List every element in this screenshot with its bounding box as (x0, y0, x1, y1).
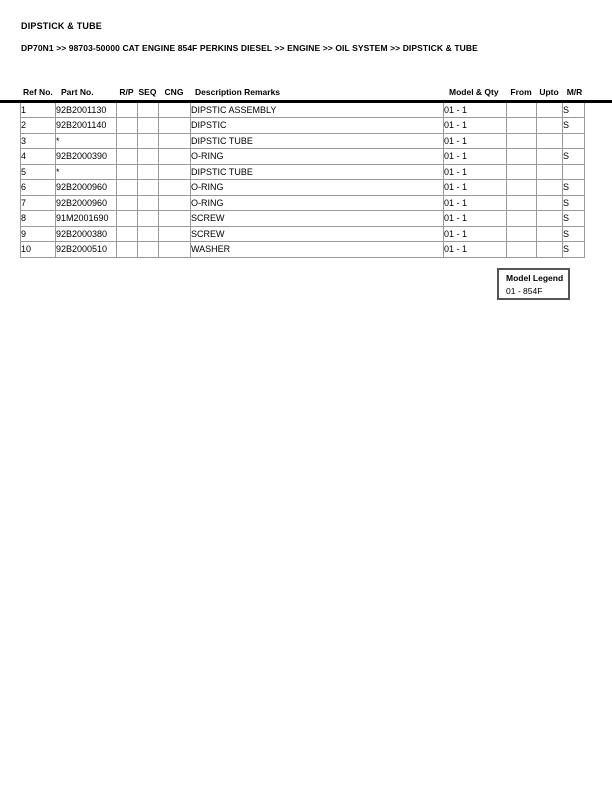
from-cell (507, 211, 537, 227)
rp-cell (117, 103, 138, 118)
breadcrumb: DP70N1 >> 98703-50000 CAT ENGINE 854F PERKINS DIESEL >> ENGINE >> OIL SYSTEM >> DIPSTICK & TUBE (21, 42, 478, 53)
table-header-row (20, 87, 584, 97)
ref-no-cell: 5 (21, 164, 56, 180)
seq-cell (138, 103, 159, 118)
rp-cell (117, 149, 138, 165)
description-cell: WASHER (191, 242, 444, 258)
from-cell (507, 133, 537, 149)
description-cell: DIPSTIC TUBE (191, 164, 444, 180)
seq-cell (138, 164, 159, 180)
description-cell: SCREW (191, 226, 444, 242)
model-qty-cell: 01 - 1 (444, 180, 507, 196)
mr-cell: S (563, 103, 585, 118)
parts-table (20, 103, 585, 258)
table-row (21, 133, 585, 149)
description-cell: DIPSTIC TUBE (191, 133, 444, 149)
from-cell (507, 118, 537, 134)
table-row (21, 226, 585, 242)
rp-cell (117, 195, 138, 211)
mr-cell (563, 133, 585, 149)
cng-cell (159, 118, 191, 134)
mr-cell: S (563, 180, 585, 196)
upto-cell (537, 103, 563, 118)
column-header-upto: Upto (539, 86, 559, 97)
ref-no-cell: 8 (21, 211, 56, 227)
part-no-cell: 92B2000390 (56, 149, 117, 165)
rp-cell (117, 226, 138, 242)
upto-cell (537, 133, 563, 149)
upto-cell (537, 226, 563, 242)
upto-cell (537, 211, 563, 227)
seq-cell (138, 242, 159, 258)
model-qty-cell: 01 - 1 (444, 118, 507, 134)
column-header-ref-no: Ref No. (23, 86, 53, 97)
seq-cell (138, 226, 159, 242)
cng-cell (159, 195, 191, 211)
rp-cell (117, 118, 138, 134)
cng-cell (159, 133, 191, 149)
description-cell: DIPSTIC (191, 118, 444, 134)
seq-cell (138, 133, 159, 149)
part-no-cell: 91M2001690 (56, 211, 117, 227)
mr-cell: S (563, 242, 585, 258)
model-legend-entry: 01 - 854F (506, 286, 543, 296)
model-qty-cell: 01 - 1 (444, 149, 507, 165)
ref-no-cell: 2 (21, 118, 56, 134)
ref-no-cell: 10 (21, 242, 56, 258)
column-header-rp: R/P (119, 86, 134, 97)
model-qty-cell: 01 - 1 (444, 242, 507, 258)
ref-no-cell: 7 (21, 195, 56, 211)
cng-cell (159, 180, 191, 196)
ref-no-cell: 4 (21, 149, 56, 165)
description-cell: O-RING (191, 195, 444, 211)
table-row (21, 211, 585, 227)
table-row (21, 118, 585, 134)
part-no-cell: 92B2000960 (56, 180, 117, 196)
seq-cell (138, 118, 159, 134)
part-no-cell: 92B2001140 (56, 118, 117, 134)
table-row (21, 103, 585, 118)
table-row (21, 195, 585, 211)
upto-cell (537, 164, 563, 180)
cng-cell (159, 242, 191, 258)
ref-no-cell: 3 (21, 133, 56, 149)
model-qty-cell: 01 - 1 (444, 211, 507, 227)
table-row (21, 180, 585, 196)
table-row (21, 242, 585, 258)
upto-cell (537, 242, 563, 258)
rp-cell (117, 133, 138, 149)
upto-cell (537, 118, 563, 134)
upto-cell (537, 195, 563, 211)
column-header-from: From (510, 86, 532, 97)
cng-cell (159, 211, 191, 227)
description-cell: DIPSTIC ASSEMBLY (191, 103, 444, 118)
mr-cell (563, 164, 585, 180)
from-cell (507, 242, 537, 258)
column-header-description: Description Remarks (195, 86, 281, 97)
from-cell (507, 195, 537, 211)
model-qty-cell: 01 - 1 (444, 164, 507, 180)
part-no-cell: 92B2000380 (56, 226, 117, 242)
from-cell (507, 103, 537, 118)
part-no-cell: * (56, 133, 117, 149)
table-row (21, 149, 585, 165)
mr-cell: S (563, 118, 585, 134)
column-header-model-qty: Model & Qty (449, 86, 499, 97)
mr-cell: S (563, 195, 585, 211)
mr-cell: S (563, 226, 585, 242)
part-no-cell: 92B2001130 (56, 103, 117, 118)
ref-no-cell: 1 (21, 103, 56, 118)
description-cell: O-RING (191, 180, 444, 196)
cng-cell (159, 226, 191, 242)
ref-no-cell: 6 (21, 180, 56, 196)
description-cell: O-RING (191, 149, 444, 165)
seq-cell (138, 195, 159, 211)
part-no-cell: 92B2000960 (56, 195, 117, 211)
column-header-part-no: Part No. (61, 86, 94, 97)
page-title: DIPSTICK & TUBE (21, 21, 103, 31)
model-qty-cell: 01 - 1 (444, 226, 507, 242)
seq-cell (138, 211, 159, 227)
model-legend-title: Model Legend (506, 273, 564, 283)
seq-cell (138, 180, 159, 196)
mr-cell: S (563, 211, 585, 227)
model-legend-box (497, 268, 570, 300)
table-row (21, 164, 585, 180)
rp-cell (117, 211, 138, 227)
part-no-cell: 92B2000510 (56, 242, 117, 258)
part-no-cell: * (56, 164, 117, 180)
cng-cell (159, 164, 191, 180)
mr-cell: S (563, 149, 585, 165)
rp-cell (117, 242, 138, 258)
from-cell (507, 164, 537, 180)
ref-no-cell: 9 (21, 226, 56, 242)
rp-cell (117, 180, 138, 196)
seq-cell (138, 149, 159, 165)
upto-cell (537, 180, 563, 196)
from-cell (507, 180, 537, 196)
column-header-seq: SEQ (138, 86, 157, 97)
description-cell: SCREW (191, 211, 444, 227)
cng-cell (159, 149, 191, 165)
model-qty-cell: 01 - 1 (444, 133, 507, 149)
upto-cell (537, 149, 563, 165)
model-qty-cell: 01 - 1 (444, 103, 507, 118)
from-cell (507, 226, 537, 242)
model-qty-cell: 01 - 1 (444, 195, 507, 211)
column-header-mr: M/R (566, 86, 583, 97)
cng-cell (159, 103, 191, 118)
from-cell (507, 149, 537, 165)
column-header-cng: CNG (164, 86, 184, 97)
rp-cell (117, 164, 138, 180)
